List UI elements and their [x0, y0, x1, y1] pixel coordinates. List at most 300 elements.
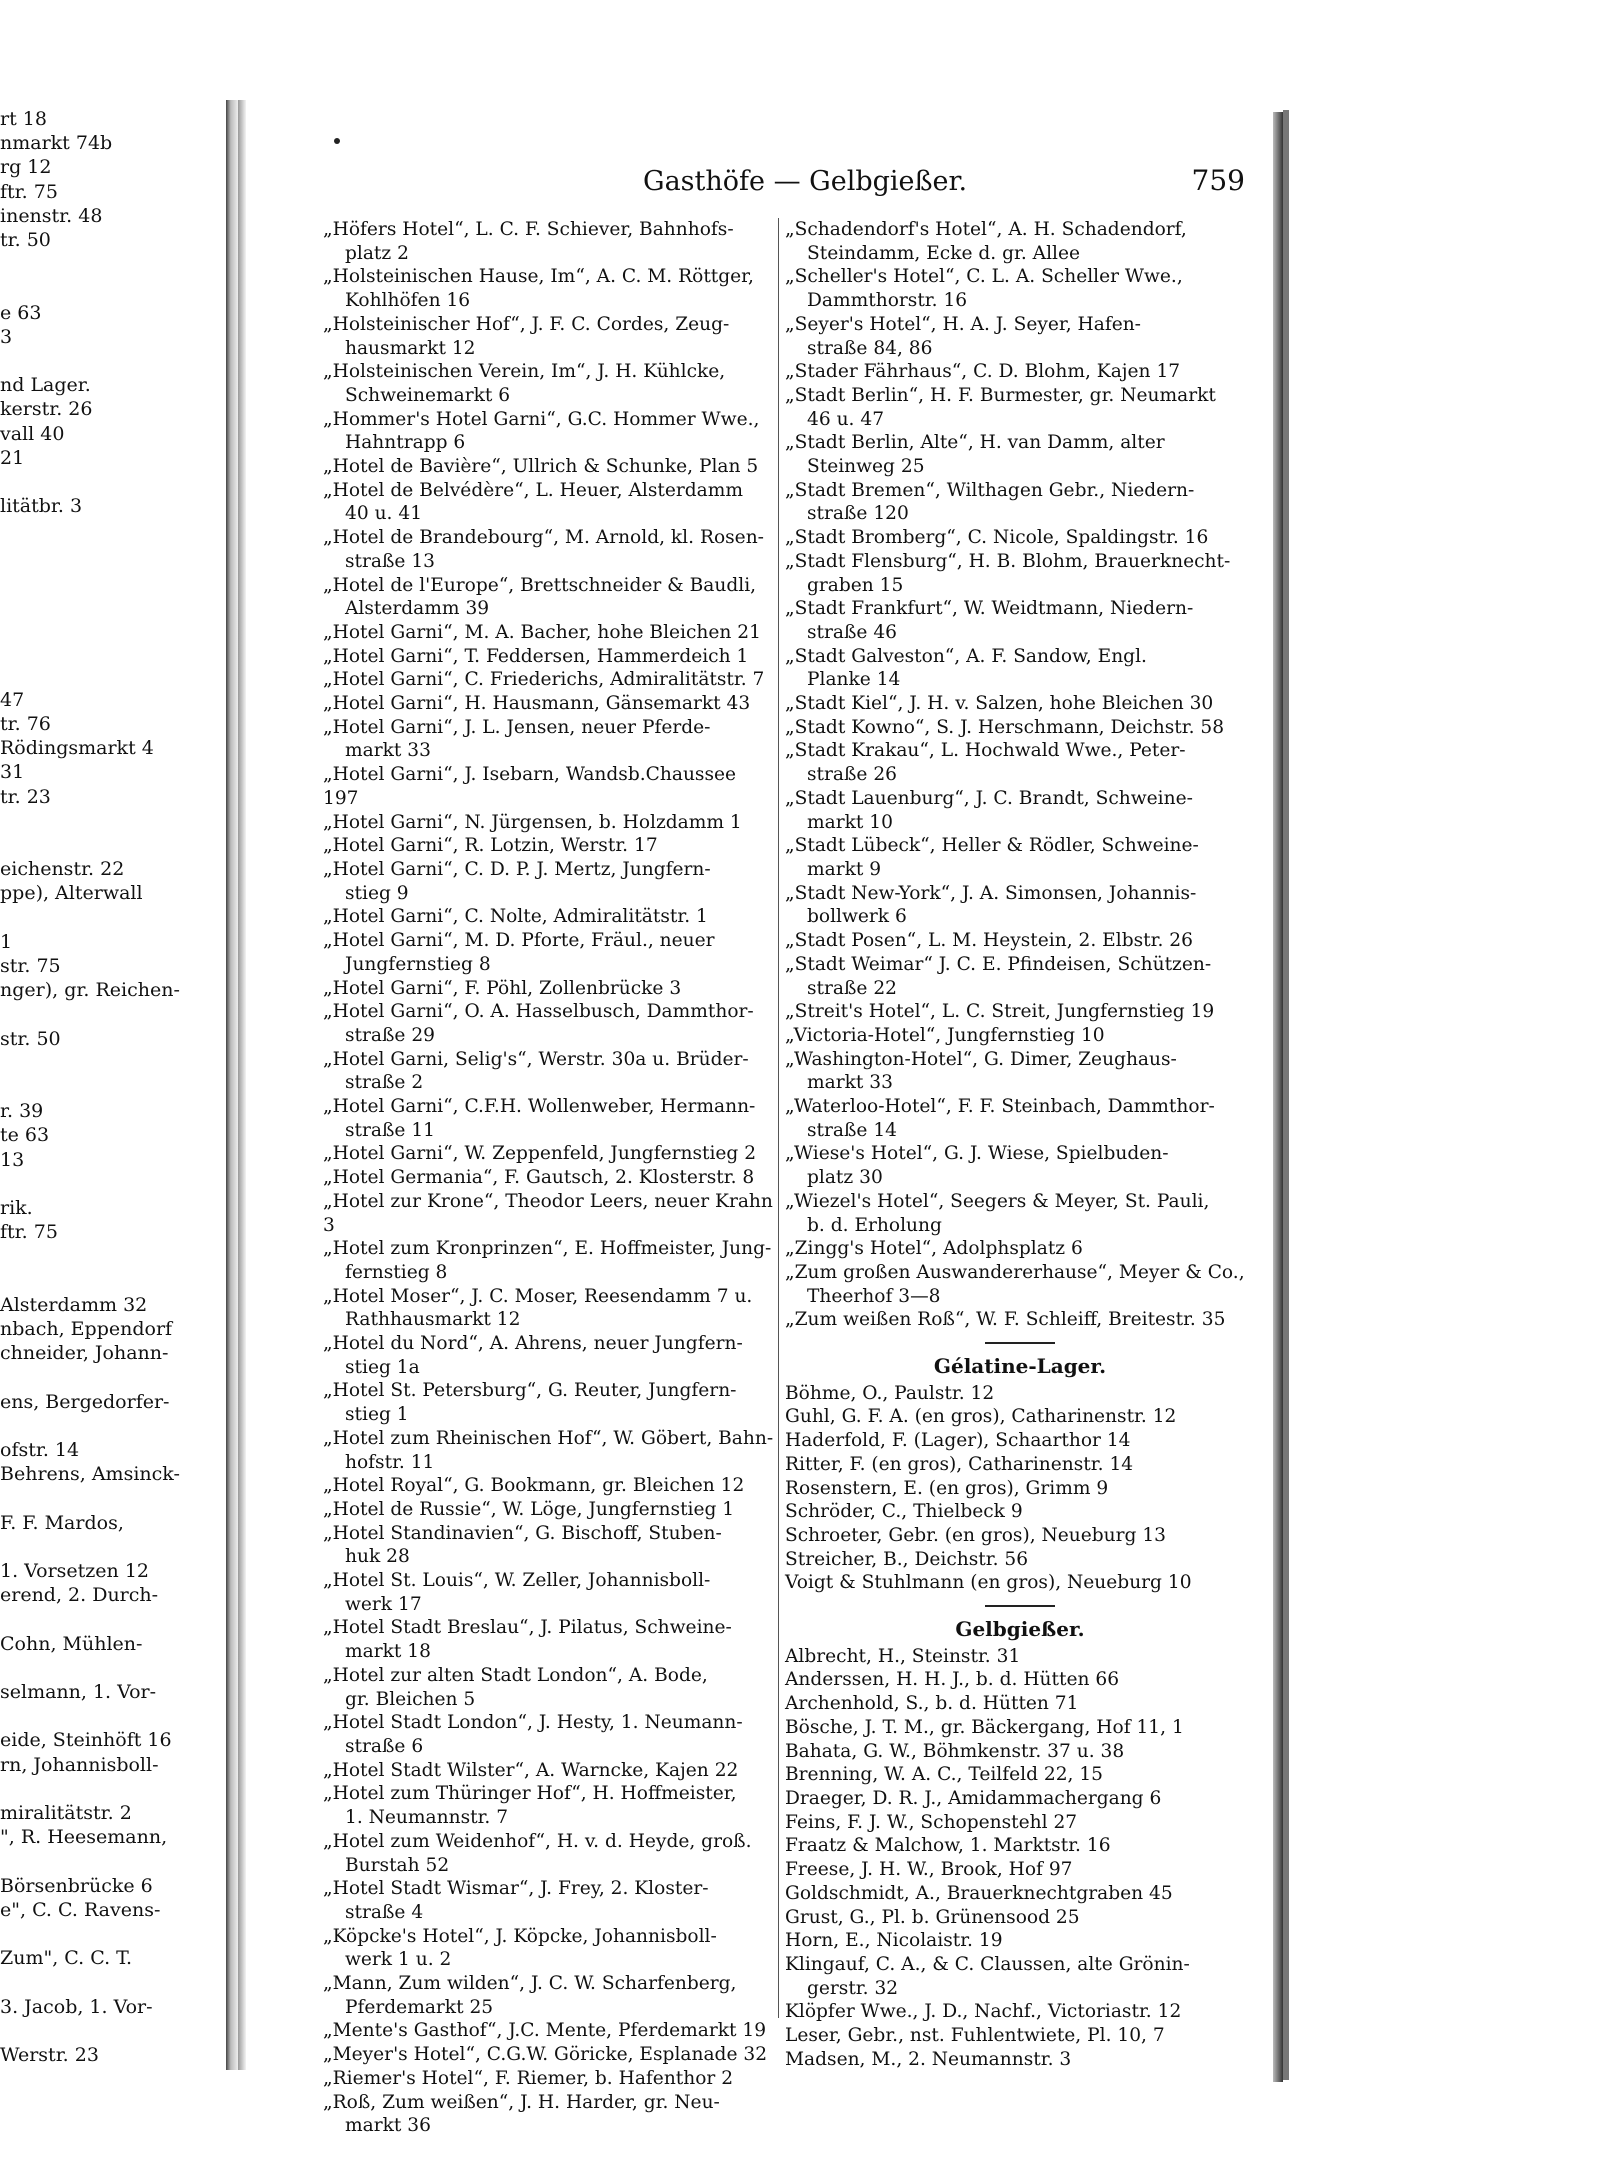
directory-entry: [323, 1000, 775, 1047]
directory-entry: [323, 574, 775, 621]
entry-line: „Holsteinischer Hof“, J. F. C. Cordes, Zeug-: [323, 313, 730, 335]
entry-continuation: 40 u. 41: [345, 503, 423, 525]
entry-continuation: Pferdemarkt 25: [345, 1996, 494, 2018]
entry-continuation: straße 26: [807, 764, 897, 786]
entry-line: „Holsteinischen Hause, Im“, A. C. M. Röttger,: [323, 266, 754, 288]
entry-continuation: Alsterdamm 39: [345, 598, 490, 620]
directory-entry: [323, 929, 775, 976]
entry-line: Bösche, J. T. M., gr. Bäckergang, Hof 11, 1: [785, 1716, 1184, 1738]
left-page-line: 21: [0, 446, 25, 469]
directory-entry: [785, 1858, 1255, 1882]
left-page-line: 1: [0, 930, 13, 953]
entry-line: „Mente's Gasthof“, J.C. Mente, Pferdemarkt 19: [323, 2020, 767, 2042]
left-page-line: ens, Bergedorfer-: [0, 1390, 170, 1413]
entry-line: Rosenstern, E. (en gros), Grimm 9: [785, 1477, 1109, 1499]
entry-line: „Köpcke's Hotel“, J. Köpcke, Johannisboll-: [323, 1925, 717, 1947]
column-divider: [778, 218, 779, 2018]
left-page-line: litätbr. 3: [0, 495, 83, 518]
directory-entry: [323, 1048, 775, 1095]
entry-line: „Stadt Lauenburg“, J. C. Brandt, Schweine-: [785, 787, 1193, 809]
entry-line: „Hotel Garni“, T. Feddersen, Hammerdeich 1: [323, 645, 749, 667]
entry-continuation: markt 10: [807, 811, 893, 833]
left-page-line: eide, Steinhöft 16: [0, 1729, 172, 1752]
entry-continuation: straße 120: [807, 503, 909, 525]
entry-line: „Höfers Hotel“, L. C. F. Schiever, Bahnhofs-: [323, 219, 734, 240]
left-page-line: Zum", C. C. T.: [0, 1947, 133, 1970]
directory-entry: [785, 265, 1255, 312]
entry-line: „Stadt Bromberg“, C. Nicole, Spaldingstr. 16: [785, 527, 1209, 549]
left-page-line: rik.: [0, 1197, 33, 1219]
directory-entry: [785, 360, 1255, 384]
entry-line: „Hotel Standinavien“, G. Bischoff, Stuben-: [323, 1522, 722, 1544]
left-page-line: vall 40: [0, 422, 65, 445]
entry-line: „Hotel St. Petersburg“, G. Reuter, Jungfern-: [323, 1380, 737, 1402]
directory-entry: [785, 1811, 1255, 1835]
directory-entry: [785, 1668, 1255, 1692]
directory-entry: [785, 313, 1255, 360]
entry-line: „Hotel Garni, Selig's“, Werstr. 30a u. Brüder-: [323, 1048, 749, 1070]
directory-entry: [323, 1925, 775, 1972]
directory-entry: [323, 1759, 775, 1783]
directory-entry: [785, 1763, 1255, 1787]
entry-line: „Stadt New-York“, J. A. Simonsen, Johannis-: [785, 882, 1197, 904]
directory-page: [313, 160, 1251, 2137]
directory-entry: [323, 716, 775, 763]
left-page-line: ofstr. 14: [0, 1439, 80, 1461]
left-page-line: str. 50: [0, 1027, 61, 1050]
entry-line: Klingauf, C. A., & C. Claussen, alte Grönin-: [785, 1953, 1190, 1975]
directory-entry: [323, 479, 775, 526]
directory-entry: [785, 1571, 1255, 1595]
entry-continuation: markt 33: [807, 1072, 893, 1094]
entry-line: Albrecht, H., Steinstr. 31: [785, 1645, 1021, 1667]
entry-line: Fraatz & Malchow, 1. Marktstr. 16: [785, 1835, 1111, 1857]
entry-line: „Victoria-Hotel“, Jungfernstieg 10: [785, 1024, 1105, 1046]
entry-continuation: Burstah 52: [345, 1854, 450, 1876]
left-page-line: Börsenbrücke 6: [0, 1874, 153, 1897]
left-page-line: Alsterdamm 32: [0, 1293, 148, 1316]
entry-line: Ritter, F. (en gros), Catharinenstr. 14: [785, 1453, 1134, 1475]
entry-line: „Stadt Berlin, Alte“, H. van Damm, alter: [785, 432, 1165, 454]
directory-entry: [323, 360, 775, 407]
entry-line: „Wiese's Hotel“, G. J. Wiese, Spielbuden-: [785, 1143, 1169, 1165]
entry-line: „Hotel Garni“, C.F.H. Wollenweber, Hermann-: [323, 1096, 756, 1118]
left-page-line: chneider, Johann-: [0, 1342, 169, 1365]
entry-line: „Hotel Royal“, G. Bookmann, gr. Bleichen 12: [323, 1475, 745, 1497]
entry-continuation: markt 33: [345, 740, 431, 762]
entry-continuation: Schweinemarkt 6: [345, 384, 511, 406]
entry-continuation: straße 46: [807, 621, 897, 643]
entry-line: „Hotel Garni“, C. Friederichs, Admiralitätstr. 7: [323, 669, 765, 691]
entry-continuation: straße 13: [345, 550, 435, 572]
entry-line: „Zum großen Auswandererhause“, Meyer & Co.,: [785, 1261, 1245, 1283]
book-gutter-shadow: [238, 100, 246, 2070]
entry-line: „Stader Fährhaus“, C. D. Blohm, Kajen 17: [785, 361, 1181, 383]
directory-entry: [785, 1237, 1255, 1261]
directory-entry: [323, 645, 775, 669]
entry-continuation: straße 2: [345, 1072, 424, 1094]
entry-line: „Hotel Garni“, J. L. Jensen, neuer Pferde-: [323, 716, 711, 738]
directory-entry: [785, 218, 1255, 265]
entry-line: Bahata, G. W., Böhmkenstr. 37 u. 38: [785, 1740, 1125, 1762]
left-page-line: tr. 76: [0, 713, 51, 735]
left-page-line: ppe), Alterwall: [0, 882, 143, 905]
entry-line: „Hotel zum Thüringer Hof“, H. Hoffmeister,: [323, 1783, 737, 1805]
entry-continuation: stieg 1: [345, 1404, 409, 1426]
entry-line: „Hotel Germania“, F. Gautsch, 2. Klosterstr. 8: [323, 1167, 755, 1189]
entry-continuation: hausmarkt 12: [345, 337, 476, 359]
directory-entry: [785, 1308, 1255, 1332]
entry-line: „Stadt Lübeck“, Heller & Rödler, Schweine-: [785, 835, 1199, 857]
directory-entry: [323, 1332, 775, 1379]
left-page-line: F. F. Mardos,: [0, 1511, 124, 1534]
entry-line: „Hotel du Nord“, A. Ahrens, neuer Jungfern-: [323, 1333, 743, 1355]
entry-line: Böhme, O., Paulstr. 12: [785, 1382, 995, 1404]
entry-line: „Waterloo-Hotel“, F. F. Steinbach, Dammthor-: [785, 1096, 1215, 1118]
entry-line: Horn, E., Nicolaistr. 19: [785, 1930, 1003, 1952]
entry-continuation: straße 84, 86: [807, 337, 933, 359]
left-page-line: str. 75: [0, 955, 61, 977]
entry-continuation: gerstr. 32: [807, 1977, 899, 1999]
section-heading: Gélatine-Lager.: [933, 1354, 1107, 1379]
left-page-line: e 63: [0, 301, 42, 324]
entry-continuation: Theerhof 3—8: [807, 1285, 941, 1307]
entry-line: „Hotel Stadt Breslau“, J. Pilatus, Schweine-: [323, 1617, 732, 1639]
directory-entry: [785, 1405, 1255, 1429]
left-page-line: ftr. 75: [0, 180, 58, 203]
directory-entry: [785, 716, 1255, 740]
entry-continuation: 1. Neumannstr. 7: [345, 1807, 509, 1829]
book-gutter: [226, 100, 238, 2070]
entry-continuation: werk 1 u. 2: [345, 1949, 452, 1971]
entry-line: Schroeter, Gebr. (en gros), Neueburg 13: [785, 1524, 1167, 1546]
directory-entry: [323, 265, 775, 312]
left-page-line: 3. Jacob, 1. Vor-: [0, 1995, 153, 2018]
directory-entry: [323, 313, 775, 360]
entry-line: „Hotel de l'Europe“, Brettschneider & Baudli,: [323, 574, 757, 596]
directory-entry: [785, 1953, 1255, 2000]
left-page-line: tr. 50: [0, 229, 51, 251]
directory-entry: [785, 739, 1255, 786]
directory-entry: [323, 408, 775, 455]
entry-line: „Hotel Garni“, R. Lotzin, Werstr. 17: [323, 835, 658, 857]
entry-line: „Stadt Kiel“, J. H. v. Salzen, hohe Bleichen 30: [785, 693, 1214, 715]
directory-entry: [785, 1524, 1255, 1548]
left-page-line: nd Lager.: [0, 374, 91, 397]
directory-entry: [785, 597, 1255, 644]
entry-continuation: huk 28: [345, 1546, 410, 1568]
entry-line: Feins, F. J. W., Schopenstehl 27: [785, 1811, 1078, 1833]
directory-entry: [785, 787, 1255, 834]
entry-line: „Mann, Zum wilden“, J. C. W. Scharfenberg,: [323, 1973, 737, 1995]
entry-line: Madsen, M., 2. Neumannstr. 3: [785, 2048, 1072, 2070]
entry-line: „Hotel de Belvédère“, L. Heuer, Alsterdamm: [323, 479, 744, 501]
entry-continuation: b. d. Erholung: [807, 1214, 942, 1236]
section-rule: [985, 1605, 1055, 1607]
directory-entry: [785, 1929, 1255, 1953]
directory-entry: [785, 1095, 1255, 1142]
left-page-line: ftr. 75: [0, 1221, 58, 1244]
entry-line: Klöpfer Wwe., J. D., Nachf., Victoriastr. 12: [785, 2001, 1182, 2023]
directory-entry: [785, 2048, 1255, 2072]
directory-entry: [785, 1382, 1255, 1406]
entry-line: „Hotel de Russie“, W. Löge, Jungfernstieg 1: [323, 1498, 735, 1520]
directory-entry: [323, 763, 775, 810]
entry-line: Leser, Gebr., nst. Fuhlentwiete, Pl. 10, 7: [785, 2025, 1165, 2047]
directory-entry: [323, 526, 775, 573]
left-page-line: Werstr. 23: [0, 2044, 99, 2066]
entry-line: „Zum weißen Roß“, W. F. Schleiff, Breitestr. 35: [785, 1309, 1226, 1331]
entry-line: „Hotel de Bavière“, Ullrich & Schunke, Plan 5: [323, 456, 759, 478]
section-rule: [985, 1342, 1055, 1344]
entry-continuation: markt 18: [345, 1641, 431, 1663]
entry-line: „Streit's Hotel“, L. C. Streit, Jungfernstieg 19: [785, 1001, 1215, 1023]
directory-entry: [323, 1166, 775, 1190]
directory-entry: [323, 1237, 775, 1284]
entry-line: Freese, J. H. W., Brook, Hof 97: [785, 1859, 1073, 1881]
directory-entry: [785, 1740, 1255, 1764]
directory-entry: [785, 1429, 1255, 1453]
entry-continuation: werk 17: [345, 1593, 422, 1615]
directory-entry: [785, 1906, 1255, 1930]
directory-entry: [323, 1379, 775, 1426]
page-edge: [1273, 112, 1283, 2082]
left-page-line: miralitätstr. 2: [0, 1802, 132, 1824]
directory-entry: [785, 384, 1255, 431]
left-page-line: rn, Johannisboll-: [0, 1753, 159, 1776]
directory-entry: [323, 1427, 775, 1474]
entry-line: „Hotel zum Weidenhof“, H. v. d. Heyde, groß.: [323, 1830, 752, 1852]
entry-line: „Hotel de Brandebourg“, M. Arnold, kl. Rosen-: [323, 527, 764, 549]
directory-entry: [323, 2091, 775, 2138]
entry-line: „Stadt Galveston“, A. F. Sandow, Engl.: [785, 645, 1147, 667]
column-right: [785, 218, 1255, 2071]
page-number: 759: [1191, 164, 1245, 197]
directory-entry: [323, 1498, 775, 1522]
directory-entry: [323, 2067, 775, 2091]
directory-entry: [323, 1711, 775, 1758]
left-page-line: 47: [0, 688, 25, 711]
directory-entry: [785, 1453, 1255, 1477]
left-page-line: selmann, 1. Vor-: [0, 1681, 157, 1703]
entry-line: „Hotel zur alten Stadt London“, A. Bode,: [323, 1664, 708, 1686]
entry-line: „Stadt Berlin“, H. F. Burmester, gr. Neumarkt: [785, 384, 1216, 406]
entry-continuation: markt 9: [807, 858, 882, 880]
entry-line: Guhl, G. F. A. (en gros), Catharinenstr. 12: [785, 1406, 1177, 1428]
entry-line: „Hotel Moser“, J. C. Moser, Reesendamm 7 u.: [323, 1285, 753, 1307]
entry-continuation: straße 11: [345, 1119, 435, 1141]
entry-line: „Roß, Zum weißen“, J. H. Harder, gr. Neu-: [323, 2091, 720, 2113]
directory-entry: [785, 1645, 1255, 1669]
entry-continuation: platz 30: [807, 1167, 883, 1189]
entry-line: Brenning, W. A. C., Teilfeld 22, 15: [785, 1764, 1104, 1786]
entry-line: „Hotel Garni“, H. Hausmann, Gänsemarkt 43: [323, 693, 751, 715]
entry-continuation: straße 4: [345, 1901, 424, 1923]
entry-line: „Hotel Stadt London“, J. Hesty, 1. Neumann-: [323, 1712, 743, 1734]
entry-continuation: straße 22: [807, 977, 897, 999]
directory-entry: [323, 1190, 775, 1237]
directory-entry: [785, 882, 1255, 929]
directory-entry: [323, 1285, 775, 1332]
directory-entry: [323, 834, 775, 858]
directory-entry: [323, 692, 775, 716]
directory-entry: [323, 1142, 775, 1166]
directory-entry: [323, 1972, 775, 2019]
entry-continuation: markt 36: [345, 2115, 431, 2137]
directory-entry: [323, 811, 775, 835]
directory-entry: [323, 455, 775, 479]
running-title: Gasthöfe — Gelbgießer.: [643, 166, 968, 197]
left-page-line: eichenstr. 22: [0, 858, 125, 881]
entry-line: „Hotel Stadt Wilster“, A. Warncke, Kajen 22: [323, 1759, 739, 1781]
entry-line: „Stadt Krakau“, L. Hochwald Wwe., Peter-: [785, 740, 1186, 762]
entry-line: „Zingg's Hotel“, Adolphsplatz 6: [785, 1238, 1083, 1260]
entry-continuation: gr. Bleichen 5: [345, 1688, 476, 1710]
left-page-line: r. 39: [0, 1100, 44, 1123]
directory-entry: [323, 2019, 775, 2043]
entry-continuation: Jungfernstieg 8: [345, 953, 491, 975]
directory-entry: [785, 692, 1255, 716]
directory-entry: [785, 2024, 1255, 2048]
directory-entry: [785, 645, 1255, 692]
entry-continuation: fernstieg 8: [345, 1261, 448, 1283]
directory-entry: [785, 1834, 1255, 1858]
left-page-line: 13: [0, 1148, 25, 1171]
entry-line: „Hotel Garni“, M. D. Pforte, Fräul., neuer: [323, 930, 715, 952]
entry-continuation: Rathhausmarkt 12: [345, 1309, 521, 1331]
entry-continuation: platz 2: [345, 242, 409, 264]
entry-continuation: bollwerk 6: [807, 906, 907, 928]
entry-continuation: Kohlhöfen 16: [345, 290, 471, 312]
page-edge-dark: [1283, 110, 1289, 2080]
directory-entry: [323, 1664, 775, 1711]
left-page-line: 1. Vorsetzen 12: [0, 1560, 150, 1582]
left-page-line: rt 18: [0, 108, 47, 130]
entry-line: „Hotel zur Krone“, Theodor Leers, neuer Krahn 3: [323, 1190, 773, 1236]
entry-line: „Stadt Bremen“, Wilthagen Gebr., Niedern-: [785, 479, 1195, 501]
directory-entry: [785, 550, 1255, 597]
entry-line: „Hotel Garni“, C. D. P. J. Mertz, Jungfern-: [323, 858, 711, 880]
directory-entry: [785, 1716, 1255, 1740]
directory-entry: [323, 1830, 775, 1877]
directory-entry: [323, 858, 775, 905]
entry-line: „Riemer's Hotel“, F. Riemer, b. Hafenthor 2: [323, 2067, 734, 2089]
entry-continuation: Steindamm, Ecke d. gr. Allee: [807, 242, 1080, 264]
directory-entry: [785, 1787, 1255, 1811]
directory-entry: [323, 1474, 775, 1498]
directory-entry: [323, 668, 775, 692]
entry-line: „Schadendorf's Hotel“, A. H. Schadendorf,: [785, 219, 1187, 240]
entry-line: „Hotel Garni“, O. A. Hasselbusch, Dammthor-: [323, 1001, 754, 1023]
entry-continuation: Hahntrapp 6: [345, 432, 466, 454]
entry-continuation: 46 u. 47: [807, 408, 885, 430]
entry-line: „Hotel Garni“, F. Pöhl, Zollenbrücke 3: [323, 977, 682, 999]
directory-entry: [785, 1261, 1255, 1308]
entry-line: „Hotel Garni“, W. Zeppenfeld, Jungfernstieg 2: [323, 1143, 757, 1165]
entry-line: „Hotel zum Rheinischen Hof“, W. Göbert, Bahn-: [323, 1427, 774, 1449]
section-heading: Gelbgießer.: [955, 1617, 1085, 1642]
entry-continuation: straße 14: [807, 1119, 897, 1141]
entry-line: „Hotel Garni“, M. A. Bacher, hohe Bleichen 21: [323, 621, 761, 643]
entry-continuation: straße 6: [345, 1736, 424, 1757]
directory-entry: [323, 218, 775, 265]
entry-line: Draeger, D. R. J., Amidammachergang 6: [785, 1788, 1162, 1809]
entry-line: „Hommer's Hotel Garni“, G.C. Hommer Wwe.,: [323, 408, 760, 430]
directory-entry: [323, 1782, 775, 1829]
entry-line: Streicher, B., Deichstr. 56: [785, 1548, 1029, 1570]
entry-line: „Hotel Stadt Wismar“, J. Frey, 2. Kloster-: [323, 1878, 709, 1900]
directory-entry: [785, 1692, 1255, 1716]
entry-line: „Seyer's Hotel“, H. A. J. Seyer, Hafen-: [785, 313, 1141, 335]
directory-entry: [785, 1024, 1255, 1048]
directory-entry: [323, 1095, 775, 1142]
left-page-line: nbach, Eppendorf: [0, 1318, 173, 1340]
directory-entry: [785, 1882, 1255, 1906]
left-page-line: kerstr. 26: [0, 398, 93, 421]
directory-entry: [323, 1616, 775, 1663]
directory-entry: [785, 1000, 1255, 1024]
directory-entry: [785, 431, 1255, 478]
left-page-line: rg 12: [0, 156, 52, 179]
entry-continuation: graben 15: [807, 574, 904, 596]
left-page-line: nger), gr. Reichen-: [0, 979, 180, 1002]
left-page-line: 31: [0, 761, 25, 784]
entry-continuation: Dammthorstr. 16: [807, 290, 968, 312]
print-mark: [334, 138, 340, 144]
entry-line: „Hotel zum Kronprinzen“, E. Hoffmeister, Jung-: [323, 1238, 772, 1260]
directory-entry: [785, 1548, 1255, 1572]
page-header: [313, 160, 1251, 206]
directory-entry: [785, 1048, 1255, 1095]
entry-line: Schröder, C., Thielbeck 9: [785, 1501, 1023, 1523]
entry-line: Haderfold, F. (Lager), Schaarthor 14: [785, 1430, 1131, 1452]
directory-entry: [785, 2000, 1255, 2024]
left-page-line: 3: [0, 325, 13, 348]
directory-entry: [785, 953, 1255, 1000]
entry-line: Anderssen, H. H. J., b. d. Hütten 66: [785, 1669, 1120, 1691]
entry-line: „Holsteinischen Verein, Im“, J. H. Kühlcke,: [323, 361, 726, 383]
entry-line: Goldschmidt, A., Brauerknechtgraben 45: [785, 1882, 1173, 1904]
left-page-line: ", R. Heesemann,: [0, 1826, 168, 1849]
left-page-fragment: [0, 108, 232, 2066]
entry-continuation: stieg 9: [345, 882, 409, 904]
directory-entry: [323, 1522, 775, 1569]
directory-entry: [785, 1477, 1255, 1501]
directory-entry: [785, 1190, 1255, 1237]
left-page-line: tr. 23: [0, 785, 51, 808]
entry-line: „Stadt Frankfurt“, W. Weidtmann, Niedern-: [785, 598, 1194, 620]
directory-entry: [323, 1877, 775, 1924]
left-page-line: e", C. C. Ravens-: [0, 1898, 161, 1921]
entry-line: Voigt & Stuhlmann (en gros), Neueburg 10: [785, 1572, 1192, 1594]
left-page-line: Cohn, Mühlen-: [0, 1632, 143, 1655]
entry-continuation: Steinweg 25: [807, 456, 925, 478]
entry-continuation: Planke 14: [807, 669, 901, 691]
left-page-line: Behrens, Amsinck-: [0, 1463, 180, 1486]
entry-line: Grust, G., Pl. b. Grünensood 25: [785, 1906, 1080, 1928]
directory-entry: [785, 526, 1255, 550]
left-page-line: te 63: [0, 1124, 50, 1147]
directory-entry: [323, 1569, 775, 1616]
column-left: [323, 218, 775, 2138]
directory-entry: [785, 479, 1255, 526]
entry-line: Archenhold, S., b. d. Hütten 71: [785, 1693, 1079, 1715]
entry-line: „Scheller's Hotel“, C. L. A. Scheller Wwe.,: [785, 266, 1183, 288]
directory-entry: [323, 977, 775, 1001]
entry-line: „Wiezel's Hotel“, Seegers & Meyer, St. Pauli,: [785, 1190, 1210, 1212]
directory-entry: [323, 905, 775, 929]
left-page-line: inenstr. 48: [0, 204, 103, 227]
